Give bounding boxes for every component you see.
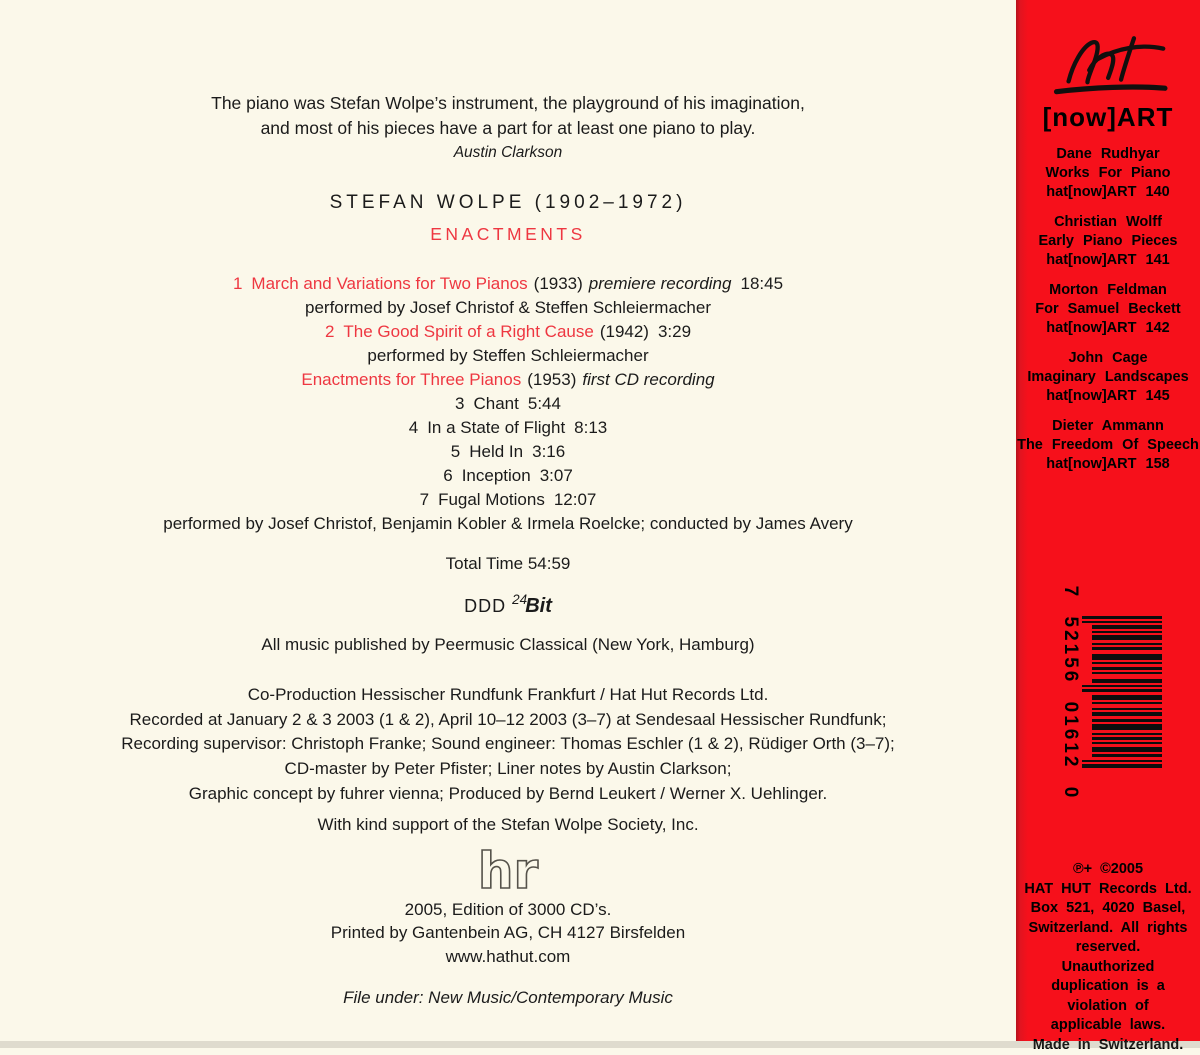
work-note: first CD recording xyxy=(582,370,714,389)
track-title: Fugal Motions xyxy=(438,490,545,509)
catalog-entry xyxy=(1016,417,1200,474)
credit-line-cdmaster: CD-master by Peter Pfister; Liner notes by Austin Clarkson; xyxy=(0,757,1016,782)
track-line-1 xyxy=(0,272,1016,296)
catalog-entry xyxy=(1016,145,1200,202)
catalog-artist: Dieter Ammann xyxy=(1016,417,1200,436)
track-time: 8:13 xyxy=(574,418,607,437)
rights-line: applicable laws. xyxy=(1016,1016,1200,1036)
catalog-title: The Freedom Of Speech xyxy=(1016,436,1200,455)
track-title: Chant xyxy=(474,394,519,413)
barcode xyxy=(1048,540,1164,845)
catalog-title: Imaginary Landscapes xyxy=(1016,368,1200,387)
catalog-artist: John Cage xyxy=(1016,349,1200,368)
epigraph-line-2: and most of his pieces have a part for at least one piano to play. xyxy=(0,116,1016,141)
hr-logo-svg xyxy=(469,843,547,895)
epigraph-attribution: Austin Clarkson xyxy=(0,141,1016,165)
hat-logo-svg xyxy=(1044,28,1174,102)
rights-made-in: Made in Switzerland. xyxy=(1016,1036,1200,1055)
barcode-bars xyxy=(1084,543,1162,843)
barcode-digits: 7 52156 01612 0 xyxy=(1059,585,1081,800)
red-spine-panel xyxy=(1016,0,1200,1041)
track-number: 4 xyxy=(409,418,418,437)
catalog-number: hat[now]ART 142 xyxy=(1016,319,1200,338)
track-number: 2 xyxy=(325,322,334,341)
tracklist xyxy=(0,272,1016,536)
catalog-artist: Christian Wolff xyxy=(1016,213,1200,232)
hr-logo xyxy=(0,843,1016,895)
track-line-3 xyxy=(0,392,1016,416)
catalog-entry xyxy=(1016,281,1200,338)
performer-credit: performed by Josef Christof, Benjamin Kobler & Irmela Roelcke; conducted by James Avery xyxy=(0,512,1016,536)
track-title: In a State of Flight xyxy=(427,418,565,437)
rights-copyright: ℗+ ©2005 xyxy=(1016,860,1200,880)
catalog-number: hat[now]ART 158 xyxy=(1016,455,1200,474)
track-time: 5:44 xyxy=(528,394,561,413)
track-number: 1 xyxy=(233,274,242,293)
catalog-number: hat[now]ART 145 xyxy=(1016,387,1200,406)
track-year: (1933) xyxy=(534,274,583,293)
track-line-5 xyxy=(0,440,1016,464)
rights-line: Unauthorized xyxy=(1016,958,1200,978)
catalog-list xyxy=(1016,145,1200,485)
album-title: ENACTMENTS xyxy=(0,222,1016,246)
track-note: premiere recording xyxy=(589,274,732,293)
rights-line: violation of xyxy=(1016,997,1200,1017)
catalog-title: Works For Piano xyxy=(1016,164,1200,183)
rights-label: HAT HUT Records Ltd. xyxy=(1016,880,1200,900)
epigraph-line-1: The piano was Stefan Wolpe’s instrument, the playground of his imagination, xyxy=(0,91,1016,116)
track-number: 7 xyxy=(420,490,429,509)
total-time: Total Time 54:59 xyxy=(0,552,1016,576)
catalog-number: hat[now]ART 141 xyxy=(1016,251,1200,270)
track-year: (1942) xyxy=(600,322,649,341)
track-time: 3:29 xyxy=(658,322,691,341)
track-number: 6 xyxy=(443,466,452,485)
catalog-number: hat[now]ART 140 xyxy=(1016,183,1200,202)
edition-line: 2005, Edition of 3000 CD’s. xyxy=(0,898,1016,922)
performer-credit: performed by Josef Christof & Steffen Schleiermacher xyxy=(0,296,1016,320)
work-year: (1953) xyxy=(527,370,576,389)
catalog-title: Early Piano Pieces xyxy=(1016,232,1200,251)
epigraph xyxy=(0,91,1016,140)
work-title-line xyxy=(0,368,1016,392)
bit-depth-sup: 24 xyxy=(512,592,527,607)
publisher-line: All music published by Peermusic Classical (New York, Hamburg) xyxy=(0,633,1016,657)
ddd-24bit-mark xyxy=(0,588,1016,618)
track-time: 3:16 xyxy=(532,442,565,461)
ddd-label: DDD xyxy=(464,596,506,616)
rights-address-2: Switzerland. All rights reserved. xyxy=(1016,919,1200,958)
production-credits xyxy=(0,683,1016,807)
credit-line-graphic: Graphic concept by fuhrer vienna; Produced by Bernd Leukert / Werner X. Uehlinger. xyxy=(0,782,1016,807)
catalog-entry xyxy=(1016,213,1200,270)
website-line: www.hathut.com xyxy=(0,945,1016,969)
credit-line-recorded: Recorded at January 2 & 3 2003 (1 & 2), April 10–12 2003 (3–7) at Sendesaal Hessischer Rundfunk; xyxy=(0,708,1016,733)
credit-line-coproduction: Co-Production Hessischer Rundfunk Frankfurt / Hat Hut Records Ltd. xyxy=(0,683,1016,708)
track-line-2 xyxy=(0,320,1016,344)
barcode-rotated xyxy=(1050,543,1162,843)
catalog-title: For Samuel Beckett xyxy=(1016,300,1200,319)
rights-block xyxy=(1016,860,1200,1055)
credit-line-supervisor: Recording supervisor: Christoph Franke; Sound engineer: Thomas Eschler (1 & 2), Rüdiger Orth (3–7); xyxy=(0,732,1016,757)
track-number: 3 xyxy=(455,394,464,413)
catalog-artist: Dane Rudhyar xyxy=(1016,145,1200,164)
track-title: The Good Spirit of a Right Cause xyxy=(343,322,593,341)
work-title: Enactments for Three Pianos xyxy=(301,370,521,389)
file-under-line: File under: New Music/Contemporary Music xyxy=(0,986,1016,1010)
support-line: With kind support of the Stefan Wolpe Society, Inc. xyxy=(0,813,1016,837)
printer-line: Printed by Gantenbein AG, CH 4127 Birsfelden xyxy=(0,921,1016,945)
track-time: 18:45 xyxy=(740,274,783,293)
track-time: 3:07 xyxy=(540,466,573,485)
rights-address-1: Box 521, 4020 Basel, xyxy=(1016,899,1200,919)
hat-script-logo xyxy=(1044,28,1174,102)
track-title: Held In xyxy=(469,442,523,461)
bit-label: Bit xyxy=(525,595,552,617)
nowart-logo: [now]ART xyxy=(1016,102,1200,133)
performer-credit: performed by Steffen Schleiermacher xyxy=(0,344,1016,368)
track-line-7 xyxy=(0,488,1016,512)
track-title: Inception xyxy=(462,466,531,485)
artist-title: STEFAN WOLPE (1902–1972) xyxy=(0,191,1016,215)
track-time: 12:07 xyxy=(554,490,597,509)
track-number: 5 xyxy=(451,442,460,461)
catalog-entry xyxy=(1016,349,1200,406)
scan-edge-strip xyxy=(0,1041,1200,1048)
rights-line: duplication is a xyxy=(1016,977,1200,997)
track-line-4 xyxy=(0,416,1016,440)
hr-logo-text: hr xyxy=(478,843,539,895)
edition-block xyxy=(0,898,1016,969)
track-title: March and Variations for Two Pianos xyxy=(251,274,527,293)
track-line-6 xyxy=(0,464,1016,488)
catalog-artist: Morton Feldman xyxy=(1016,281,1200,300)
